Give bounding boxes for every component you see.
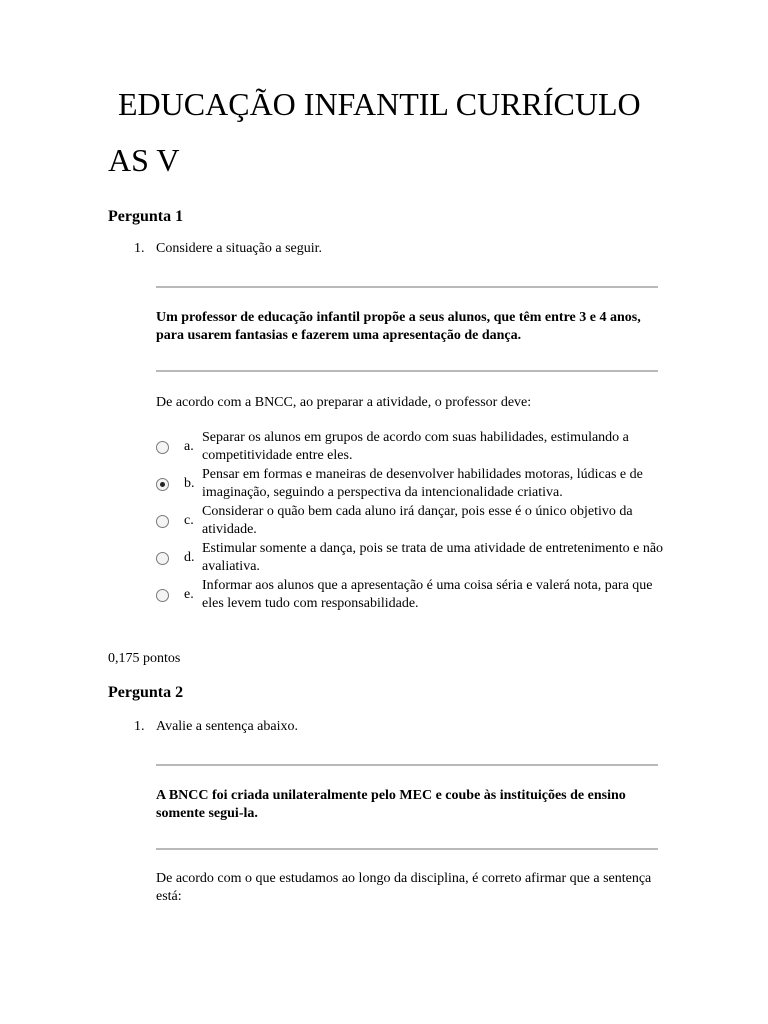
option-c[interactable] — [156, 503, 676, 539]
option-letter: e. — [184, 587, 194, 602]
document-title-line-2: AS V — [108, 142, 180, 178]
question-2-intro — [134, 718, 298, 736]
divider — [156, 370, 658, 372]
question-1-intro-text: Considere a situação a seguir. — [156, 241, 323, 256]
radio-button-icon[interactable] — [156, 589, 169, 602]
question-2-prompt: De acordo com o que estudamos ao longo da disciplina, é correto afirmar que a sentença está: — [156, 871, 652, 904]
radio-button-icon[interactable] — [156, 515, 169, 528]
divider — [156, 848, 658, 850]
document-title-line-1: EDUCAÇÃO INFANTIL CURRÍCULO — [118, 86, 641, 122]
divider — [156, 764, 658, 766]
option-e[interactable] — [156, 577, 676, 613]
question-2-statement: A BNCC foi criada unilateralmente pelo MEC e coube às instituições de ensino somente segui-la. — [156, 788, 626, 821]
option-text: Considerar o quão bem cada aluno irá dançar, pois esse é o único objetivo da atividade. — [202, 504, 633, 537]
option-letter: c. — [184, 513, 194, 528]
option-letter: a. — [184, 439, 194, 454]
option-b[interactable] — [156, 466, 676, 502]
question-1-heading: Pergunta 1 — [108, 208, 184, 225]
option-text: Estimular somente a dança, pois se trata de uma atividade de entretenimento e não avaliativa. — [202, 541, 664, 574]
question-2-number: 1. — [134, 719, 145, 734]
option-a[interactable] — [156, 429, 676, 465]
question-2-heading: Pergunta 2 — [108, 684, 184, 701]
option-text: Informar aos alunos que a apresentação é uma coisa séria e valerá nota, para que eles levem tudo com responsabilidade. — [202, 578, 653, 611]
question-1-prompt: De acordo com a BNCC, ao preparar a atividade, o professor deve: — [156, 395, 532, 410]
radio-button-icon[interactable] — [156, 441, 169, 454]
question-1-statement: Um professor de educação infantil propõe a seus alunos, que têm entre 3 e 4 anos, para usarem fantasias e fazerem uma apresentação de dança. — [156, 310, 641, 343]
option-letter: d. — [184, 550, 195, 565]
radio-button-selected-icon[interactable] — [156, 478, 169, 491]
option-text: Pensar em formas e maneiras de desenvolver habilidades motoras, lúdicas e de imaginação, seguindo a perspectiva da intencionalidade criativa. — [202, 467, 643, 500]
option-text: Separar os alunos em grupos de acordo com suas habilidades, estimulando a competitividade entre eles. — [202, 430, 629, 463]
question-1-intro — [134, 240, 322, 258]
option-d[interactable] — [156, 540, 676, 576]
question-2-intro-text: Avalie a sentença abaixo. — [156, 719, 299, 734]
option-letter: b. — [184, 476, 195, 491]
question-1-points: 0,175 pontos — [108, 651, 181, 666]
divider — [156, 286, 658, 288]
radio-button-icon[interactable] — [156, 552, 169, 565]
question-1-options — [156, 429, 676, 614]
question-1-number: 1. — [134, 241, 145, 256]
